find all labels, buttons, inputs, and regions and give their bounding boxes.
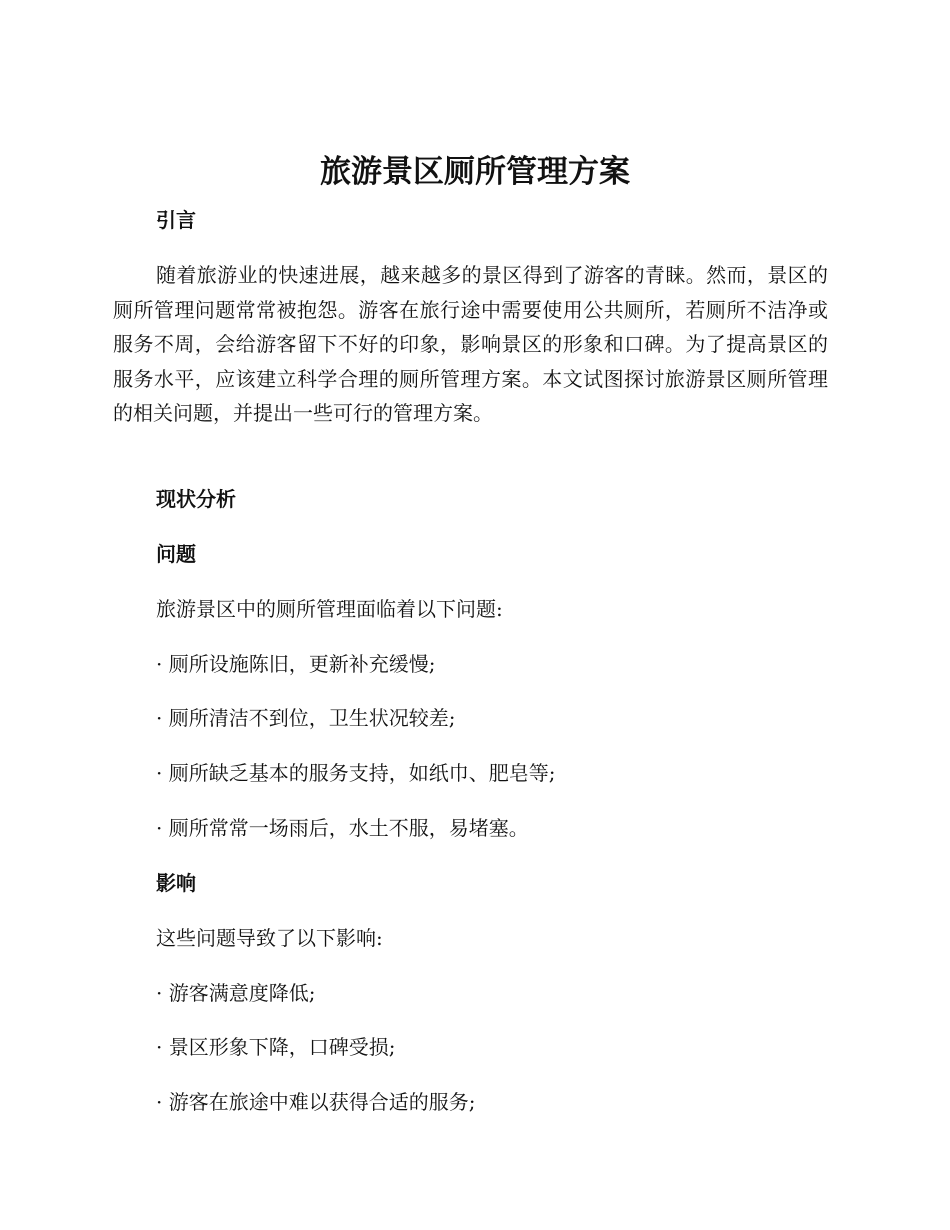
list-item: · 游客在旅途中难以获得合适的服务; [156, 1090, 476, 1114]
list-item: · 厕所常常一场雨后，水土不服，易堵塞。 [156, 816, 529, 840]
impacts-lead: 这些问题导致了以下影响: [156, 926, 383, 950]
document-title: 旅游景区厕所管理方案 [320, 154, 630, 190]
list-item: · 游客满意度降低; [156, 981, 316, 1005]
list-item: · 厕所设施陈旧，更新补充缓慢; [156, 652, 436, 676]
section-heading-analysis: 现状分析 [156, 487, 236, 511]
problems-lead: 旅游景区中的厕所管理面临着以下问题: [156, 597, 503, 621]
section-heading-intro: 引言 [156, 208, 196, 232]
subheading-problems: 问题 [156, 542, 196, 566]
subheading-impacts: 影响 [156, 871, 196, 895]
list-item: · 景区形象下降，口碑受损; [156, 1035, 396, 1059]
list-item: · 厕所清洁不到位，卫生状况较差; [156, 706, 456, 730]
intro-paragraph: 随着旅游业的快速进展，越来越多的景区得到了游客的青睐。然而，景区的厕所管理问题常常被抱怨。游客在旅行途中需要使用公共厕所，若厕所不洁净或服务不周，会给游客留下不好的印象，影响景区的形象和口碑。为了提高景区的服务水平，应该建立科学合理的厕所管理方案。本文试图探讨旅游景区厕所管理的相关问题，并提出一些可行的管理方案。 [113, 263, 828, 425]
list-item: · 厕所缺乏基本的服务支持，如纸巾、肥皂等; [156, 761, 556, 785]
